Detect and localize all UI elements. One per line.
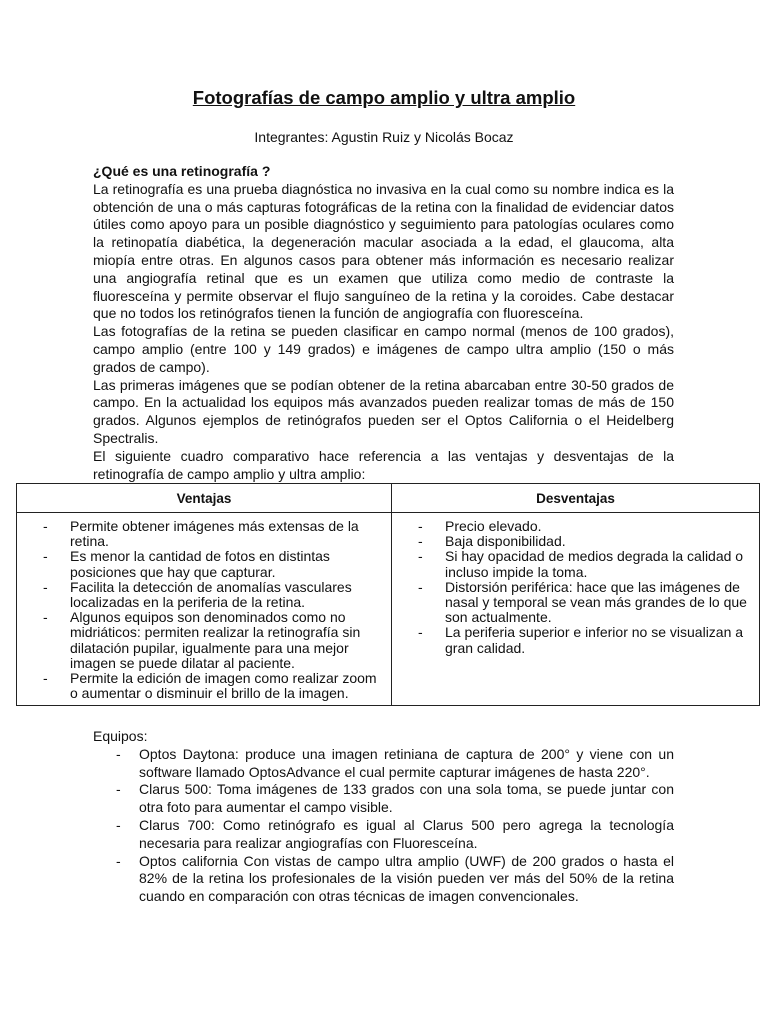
paragraph: Las primeras imágenes que se podían obtener de la retina abarcaban entre 30-50 grados de campo. En la actualidad los equipos más avanzados pueden realizar tomas de más de 150 grados. Algunos ejemplos de retinógrafos pueden ser el Optos California o el Heidelberg Spectralis.: [93, 376, 674, 446]
list-item: [414, 519, 749, 534]
list-item-text: Distorsión periférica: hace que las imágenes de nasal y temporal se vean más grandes de lo que son actualmente.: [445, 578, 747, 626]
dash-bullet: -: [43, 548, 48, 565]
dash-bullet: -: [116, 852, 121, 869]
list-item: [93, 853, 674, 906]
list-item: [414, 534, 749, 549]
header-ventajas: Ventajas: [17, 484, 392, 513]
list-item: [93, 746, 674, 782]
desventajas-cell: [392, 513, 760, 706]
equipos-heading: Equipos:: [93, 728, 148, 744]
list-item: [414, 549, 749, 579]
list-item-text: Clarus 700: Como retinógrafo es igual al Clarus 500 pero agrega la tecnología necesaria para realizar angiografías con Fluoresceína.: [139, 816, 674, 851]
dash-bullet: -: [418, 624, 423, 641]
list-item-text: Si hay opacidad de medios degrada la calidad o incluso impide la toma.: [445, 548, 744, 580]
document-title: Fotografías de campo amplio y ultra amplio: [192, 87, 576, 108]
ventajas-cell: [17, 513, 392, 706]
dash-bullet: -: [43, 670, 48, 687]
dash-bullet: -: [418, 533, 423, 550]
section-question: ¿Qué es una retinografía ?: [93, 163, 271, 179]
list-item-text: Baja disponibilidad.: [445, 533, 566, 550]
comparison-table: [16, 483, 760, 706]
dash-bullet: -: [43, 609, 48, 626]
dash-bullet: -: [116, 816, 121, 833]
paragraph: Las fotografías de la retina se pueden clasificar en campo normal (menos de 100 grados), campo amplio (entre 100 y 149 grados) e imágenes de campo ultra amplio (150 o más grados de campo).: [93, 323, 674, 375]
list-item: [39, 519, 381, 549]
list-item-text: Algunos equipos son denominados como no midriáticos: permiten realizar la retinografía sin dilatación pupilar, igualmente para una mejor imagen se puede dilatar al paciente.: [70, 609, 361, 671]
equipos-section: [93, 728, 674, 906]
ventajas-list: [39, 519, 381, 701]
list-item: [39, 610, 381, 671]
list-item-text: Facilita la detección de anomalías vasculares localizadas en la periferia de la retina.: [70, 578, 352, 611]
list-item-text: Clarus 500: Toma imágenes de 133 grados con una sola toma, se puede juntar con otra foto para aumentar el campo visible.: [139, 781, 674, 816]
paragraph: La retinografía es una prueba diagnóstica no invasiva en la cual como su nombre indica es la obtención de una o más capturas fotográficas de la retina con la finalidad de evidenciar datos útiles como apoyo para un posible diagnóstico y seguimiento para patologías oculares como la retinopatía diabética, la degeneración macular asociada a la edad, el glaucoma, alta miopía entre otras. En algunos casos para obtener más información es necesario realizar una angiografía retinal que es un examen que utiliza como medio de contraste la fluoresceína y permite observar el flujo sanguíneo de la retina y la coroides. Cabe destacar que no todos los retinógrafos tienen la función de angiografía con fluoresceína.: [93, 180, 674, 322]
dash-bullet: -: [43, 578, 48, 595]
list-item-text: Es menor la cantidad de fotos en distintas posiciones que hay que capturar.: [70, 548, 330, 580]
list-item: [93, 781, 674, 817]
dash-bullet: -: [116, 745, 121, 762]
intro-section: [93, 163, 674, 483]
dash-bullet: -: [418, 548, 423, 565]
list-item: [414, 580, 749, 626]
list-item: [39, 671, 381, 701]
list-item-text: Permite obtener imágenes más extensas de la retina.: [70, 518, 359, 550]
header-desventajas: Desventajas: [392, 484, 760, 513]
equipos-list: [93, 746, 674, 906]
list-item: [39, 580, 381, 610]
dash-bullet: -: [116, 781, 121, 798]
desventajas-list: [414, 519, 749, 656]
list-item-text: Precio elevado.: [445, 518, 542, 534]
list-item: [414, 625, 749, 655]
list-item-text: Optos california Con vistas de campo ultra amplio (UWF) de 200 grados o hasta el 82% de la retina los profesionales de la visión pueden ver más del 50% de la retina cuando en comparación con otras técnicas de imagen convencionales.: [139, 852, 674, 905]
members-line: Integrantes: Agustin Ruiz y Nicolás Bocaz: [254, 129, 514, 145]
list-item-text: Optos Daytona: produce una imagen retiniana de captura de 200° y viene con un software llamado OptosAdvance el cual permite capturar imágenes de hasta 220°.: [139, 745, 674, 780]
list-item-text: La periferia superior e inferior no se visualizan a gran calidad.: [445, 624, 744, 656]
dash-bullet: -: [418, 578, 423, 595]
dash-bullet: -: [418, 518, 423, 534]
list-item: [39, 549, 381, 579]
list-item-text: Permite la edición de imagen como realizar zoom o aumentar o disminuir el brillo de la imagen.: [70, 670, 377, 702]
paragraph: El siguiente cuadro comparativo hace referencia a las ventajas y desventajas de la retinografía de campo amplio y ultra amplio:: [93, 447, 674, 482]
list-item: [93, 817, 674, 853]
dash-bullet: -: [43, 518, 48, 534]
